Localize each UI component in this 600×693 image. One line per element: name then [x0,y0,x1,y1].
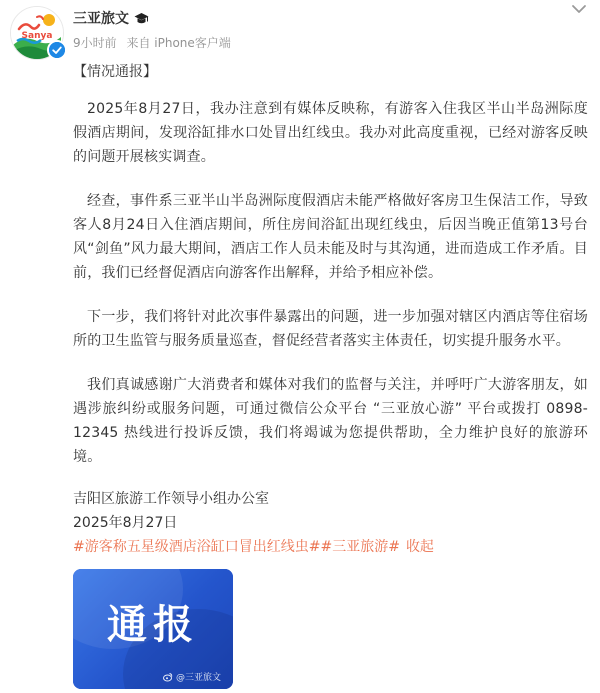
paragraph-4: 我们真诚感谢广大消费者和媒体对我们的监督与关注，并呼吁广大游客朋友，如遇涉旅纠纷或服务问题，可通过微信公众平台 “三亚放心游” 平台或拨打 0898-12345 热线进行投诉反馈，我们将竭诚为您提供帮助，全力维护良好的旅游环境。 [73,377,588,465]
post-meta [73,35,237,51]
chevron-down-icon[interactable] [570,2,588,16]
graduation-cap-icon[interactable] [134,12,149,26]
author-row [73,9,149,29]
author-name[interactable]: 三亚旅文 [73,11,129,27]
post-time[interactable]: 9小时前 [73,36,117,50]
signature-org: 吉阳区旅游工作领导小组办公室 [73,491,269,507]
post-image[interactable] [73,569,233,689]
hashtag-link[interactable]: #游客称五星级酒店浴缸口冒出红线虫# [73,539,321,555]
weibo-logo-icon [163,672,173,682]
image-title: 通报 [107,602,199,648]
collapse-link[interactable]: 收起 [405,539,434,555]
watermark-text: @三亚旅文 [175,673,221,683]
paragraph-2: 经查，事件系三亚半山半岛洲际度假酒店未能严格做好客房卫生保洁工作，导致客人8月24日入住酒店期间，所住房间浴缸出现红线虫，后因当晚正值第13号台风“剑鱼”风力最大期间，酒店工作人员未能及时与其沟通，进而造成工作矛盾。目前，我们已经督促酒店向游客作出解释，并给予相应补偿。 [73,193,588,281]
post-heading: 【情况通报】 [73,64,157,80]
post-header [0,0,600,60]
post-body [73,60,588,559]
hashtag-link[interactable]: #三亚旅游# [320,539,400,555]
signature-date: 2025年8月27日 [73,515,178,531]
paragraph-1: 2025年8月27日，我办注意到有媒体反映称，有游客入住我区半山半岛洲际度假酒店期间，发现浴缸排水口处冒出红线虫。我办对此高度重视，已经对游客反映的问题开展核实调查。 [73,101,588,165]
paragraph-3: 下一步，我们将针对此次事件暴露出的问题，进一步加强对辖区内酒店等住宿场所的卫生监管与服务质量巡查，督促经营者落实主体责任，切实提升服务水平。 [73,309,588,349]
post-source: 来自 iPhone客户端 [126,36,231,50]
svg-text:Sanya: Sanya [21,31,53,41]
tag-row [73,535,588,559]
verified-badge-icon [47,40,67,60]
image-watermark [163,670,221,683]
